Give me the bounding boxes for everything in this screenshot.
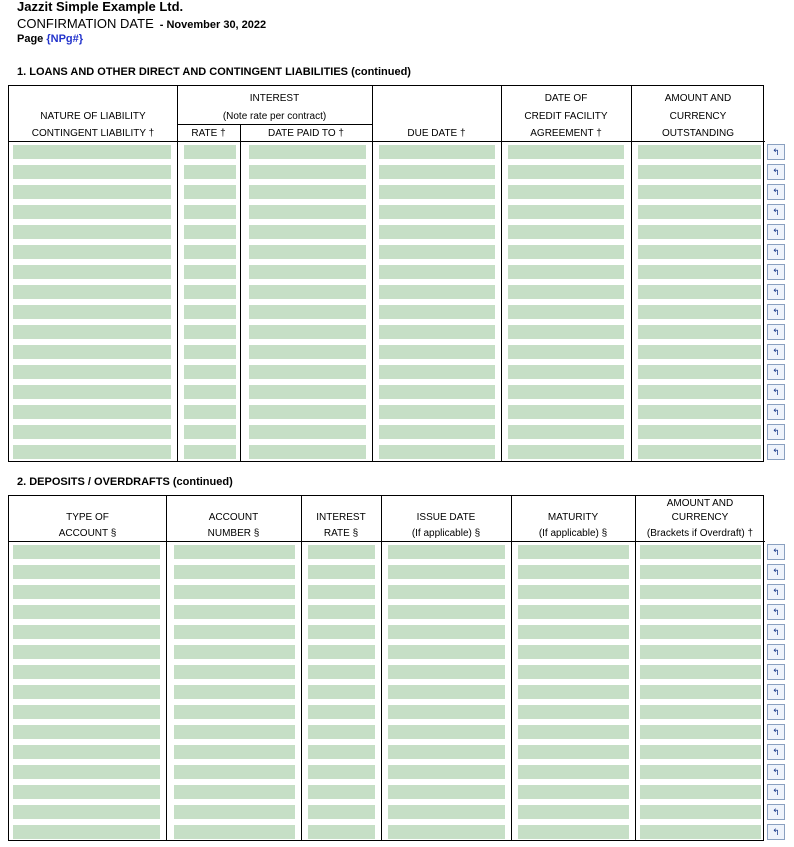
liability-input-cell-credit-date[interactable] [508, 185, 624, 199]
liability-input-cell-amount[interactable] [638, 205, 761, 219]
liability-input-cell-credit-date[interactable] [508, 365, 624, 379]
insert-row-icon[interactable]: ↰ [767, 404, 785, 420]
deposit-input-cell-issue-date[interactable] [388, 685, 505, 699]
deposit-input-cell-amount[interactable] [640, 745, 761, 759]
nature-header-2: CONTINGENT LIABILITY † [31, 128, 155, 139]
deposit-input-cell-issue-date[interactable] [388, 585, 505, 599]
liability-input-cell-amount[interactable] [638, 385, 761, 399]
liability-input-cell-credit-date[interactable] [508, 405, 624, 419]
liability-input-cell-date-paid[interactable] [249, 165, 366, 179]
liability-input-cell-credit-date[interactable] [508, 345, 624, 359]
deposit-input-cell-maturity[interactable] [518, 645, 629, 659]
account-header-1: ACCOUNT [208, 512, 259, 523]
liability-input-cell-rate[interactable] [184, 185, 236, 199]
confirmation-date: - November 30, 2022 [159, 19, 267, 31]
liability-input-cell-due-date[interactable] [379, 385, 495, 399]
column-divider [166, 496, 167, 840]
deposit-input-cell-account[interactable] [174, 545, 295, 559]
liability-input-cell-due-date[interactable] [379, 325, 495, 339]
section1-title: 1. LOANS AND OTHER DIRECT AND CONTINGENT LIABILITIES (continued) [17, 66, 411, 78]
liability-input-cell-nature[interactable] [13, 145, 171, 159]
deposit-input-cell-interest-rate[interactable] [308, 545, 375, 559]
column-divider [631, 86, 632, 461]
deposit-input-cell-type[interactable] [13, 645, 160, 659]
liability-input-cell-credit-date[interactable] [508, 245, 624, 259]
deposit-input-cell-type[interactable] [13, 805, 160, 819]
interest-rate-header-1: INTEREST [316, 512, 366, 523]
liability-input-cell-date-paid[interactable] [249, 145, 366, 159]
liability-input-cell-nature[interactable] [13, 345, 171, 359]
deposit-input-cell-type[interactable] [13, 765, 160, 779]
deposit-input-cell-issue-date[interactable] [388, 545, 505, 559]
liability-input-cell-rate[interactable] [184, 265, 236, 279]
amount-header-1: AMOUNT AND [664, 93, 732, 104]
liability-input-cell-due-date[interactable] [379, 305, 495, 319]
due-date-header: DUE DATE † [407, 128, 466, 139]
confirmation-date-line [17, 16, 266, 31]
liability-input-cell-rate[interactable] [184, 165, 236, 179]
liability-input-cell-due-date[interactable] [379, 145, 495, 159]
deposit-input-cell-account[interactable] [174, 685, 295, 699]
liability-input-cell-credit-date[interactable] [508, 325, 624, 339]
insert-row-icon[interactable]: ↰ [767, 364, 785, 380]
liability-input-cell-credit-date[interactable] [508, 165, 624, 179]
liability-input-cell-date-paid[interactable] [249, 405, 366, 419]
insert-row-icon[interactable]: ↰ [767, 324, 785, 340]
amount-header-2: CURRENCY [669, 111, 727, 122]
deposit-input-cell-amount[interactable] [640, 825, 761, 839]
company-name: Jazzit Simple Example Ltd. [17, 0, 184, 14]
deposit-input-cell-interest-rate[interactable] [308, 625, 375, 639]
insert-row-icon[interactable]: ↰ [767, 804, 785, 820]
insert-row-icon[interactable]: ↰ [767, 424, 785, 440]
liability-input-cell-amount[interactable] [638, 185, 761, 199]
dep-amount-header-3: (Brackets if Overdraft) † [646, 528, 754, 539]
deposit-input-cell-account[interactable] [174, 565, 295, 579]
liability-input-cell-credit-date[interactable] [508, 425, 624, 439]
deposit-input-cell-issue-date[interactable] [388, 665, 505, 679]
liability-input-cell-nature[interactable] [13, 285, 171, 299]
insert-row-icon[interactable]: ↰ [767, 344, 785, 360]
liability-input-cell-amount[interactable] [638, 165, 761, 179]
liability-input-cell-credit-date[interactable] [508, 385, 624, 399]
liability-input-cell-amount[interactable] [638, 405, 761, 419]
deposit-input-cell-account[interactable] [174, 665, 295, 679]
deposit-input-cell-amount[interactable] [640, 625, 761, 639]
issue-date-header-1: ISSUE DATE [416, 512, 476, 523]
liability-input-cell-amount[interactable] [638, 425, 761, 439]
liability-input-cell-amount[interactable] [638, 325, 761, 339]
insert-row-icon[interactable]: ↰ [767, 184, 785, 200]
deposit-input-cell-type[interactable] [13, 725, 160, 739]
deposit-input-cell-type[interactable] [13, 605, 160, 619]
liability-input-cell-credit-date[interactable] [508, 285, 624, 299]
deposit-input-cell-account[interactable] [174, 585, 295, 599]
liability-input-cell-date-paid[interactable] [249, 245, 366, 259]
deposit-input-cell-type[interactable] [13, 585, 160, 599]
liability-input-cell-date-paid[interactable] [249, 445, 366, 459]
liability-input-cell-due-date[interactable] [379, 205, 495, 219]
deposit-input-cell-account[interactable] [174, 725, 295, 739]
column-divider [177, 86, 178, 461]
deposit-input-cell-account[interactable] [174, 805, 295, 819]
column-divider [301, 496, 302, 840]
liability-input-cell-nature[interactable] [13, 385, 171, 399]
nature-header-1: NATURE OF LIABILITY [40, 111, 146, 122]
liability-input-cell-date-paid[interactable] [249, 305, 366, 319]
liability-input-cell-date-paid[interactable] [249, 385, 366, 399]
maturity-header-2: (If applicable) § [538, 528, 608, 539]
deposit-input-cell-type[interactable] [13, 625, 160, 639]
page-label: Page [17, 33, 44, 45]
liability-input-cell-due-date[interactable] [379, 445, 495, 459]
deposit-input-cell-maturity[interactable] [518, 805, 629, 819]
deposit-input-cell-interest-rate[interactable] [308, 825, 375, 839]
column-divider [372, 86, 373, 461]
insert-row-icon[interactable]: ↰ [767, 744, 785, 760]
insert-row-icon[interactable]: ↰ [767, 624, 785, 640]
interest-note: (Note rate per contract) [222, 111, 327, 122]
header-divider [9, 141, 765, 142]
insert-row-icon[interactable]: ↰ [767, 724, 785, 740]
credit-header-2: CREDIT FACILITY [524, 111, 608, 122]
deposit-input-cell-maturity[interactable] [518, 825, 629, 839]
liability-input-cell-amount[interactable] [638, 265, 761, 279]
dep-amount-header-1: AMOUNT AND [666, 498, 734, 509]
amount-header-3: OUTSTANDING [661, 128, 735, 139]
insert-row-icon[interactable]: ↰ [767, 224, 785, 240]
liability-input-cell-nature[interactable] [13, 365, 171, 379]
deposit-input-cell-interest-rate[interactable] [308, 565, 375, 579]
liability-input-cell-nature[interactable] [13, 165, 171, 179]
insert-row-icon[interactable]: ↰ [767, 204, 785, 220]
deposit-input-cell-type[interactable] [13, 745, 160, 759]
liability-input-cell-rate[interactable] [184, 385, 236, 399]
deposit-input-cell-interest-rate[interactable] [308, 605, 375, 619]
deposit-input-cell-account[interactable] [174, 745, 295, 759]
deposits-table [8, 495, 764, 841]
column-divider [381, 496, 382, 840]
deposit-input-cell-interest-rate[interactable] [308, 765, 375, 779]
insert-row-icon[interactable]: ↰ [767, 384, 785, 400]
insert-row-icon[interactable]: ↰ [767, 284, 785, 300]
deposit-input-cell-account[interactable] [174, 785, 295, 799]
insert-row-icon[interactable]: ↰ [767, 704, 785, 720]
liability-input-cell-amount[interactable] [638, 145, 761, 159]
liability-input-cell-due-date[interactable] [379, 185, 495, 199]
deposit-input-cell-account[interactable] [174, 825, 295, 839]
column-divider [240, 124, 241, 461]
deposit-input-cell-account[interactable] [174, 645, 295, 659]
liability-input-cell-due-date[interactable] [379, 285, 495, 299]
insert-row-icon[interactable]: ↰ [767, 144, 785, 160]
deposit-input-cell-maturity[interactable] [518, 545, 629, 559]
page-line [17, 33, 83, 45]
deposit-input-cell-issue-date[interactable] [388, 705, 505, 719]
liability-input-cell-nature[interactable] [13, 225, 171, 239]
insert-row-icon[interactable]: ↰ [767, 584, 785, 600]
deposit-input-cell-type[interactable] [13, 665, 160, 679]
liability-input-cell-credit-date[interactable] [508, 225, 624, 239]
insert-row-icon[interactable]: ↰ [767, 684, 785, 700]
deposit-input-cell-maturity[interactable] [518, 705, 629, 719]
section2-title: 2. DEPOSITS / OVERDRAFTS (continued) [17, 476, 233, 488]
liabilities-table [8, 85, 764, 462]
deposit-input-cell-issue-date[interactable] [388, 805, 505, 819]
insert-row-icon[interactable]: ↰ [767, 784, 785, 800]
liability-input-cell-due-date[interactable] [379, 225, 495, 239]
liability-input-cell-amount[interactable] [638, 225, 761, 239]
column-divider [635, 496, 636, 840]
liability-input-cell-nature[interactable] [13, 325, 171, 339]
deposit-input-cell-maturity[interactable] [518, 745, 629, 759]
insert-row-icon[interactable]: ↰ [767, 664, 785, 680]
liability-input-cell-credit-date[interactable] [508, 145, 624, 159]
confirmation-label: CONFIRMATION DATE [17, 16, 154, 31]
liability-input-cell-nature[interactable] [13, 265, 171, 279]
insert-row-icon[interactable]: ↰ [767, 544, 785, 560]
insert-row-icon[interactable]: ↰ [767, 764, 785, 780]
header-divider [9, 541, 765, 542]
column-divider [511, 496, 512, 840]
liability-input-cell-nature[interactable] [13, 205, 171, 219]
deposit-input-cell-type[interactable] [13, 685, 160, 699]
deposit-input-cell-maturity[interactable] [518, 685, 629, 699]
maturity-header-1: MATURITY [547, 512, 599, 523]
liability-input-cell-nature[interactable] [13, 445, 171, 459]
liability-input-cell-due-date[interactable] [379, 345, 495, 359]
liability-input-cell-rate[interactable] [184, 245, 236, 259]
insert-row-icon[interactable]: ↰ [767, 644, 785, 660]
deposit-input-cell-issue-date[interactable] [388, 565, 505, 579]
deposit-input-cell-amount[interactable] [640, 785, 761, 799]
liability-input-cell-amount[interactable] [638, 285, 761, 299]
deposit-input-cell-interest-rate[interactable] [308, 645, 375, 659]
header-divider [177, 124, 372, 125]
deposit-input-cell-interest-rate[interactable] [308, 585, 375, 599]
liability-input-cell-due-date[interactable] [379, 425, 495, 439]
liability-input-cell-nature[interactable] [13, 305, 171, 319]
credit-header-3: AGREEMENT † [530, 128, 602, 139]
deposit-input-cell-amount[interactable] [640, 725, 761, 739]
deposit-input-cell-amount[interactable] [640, 545, 761, 559]
liability-input-cell-nature[interactable] [13, 185, 171, 199]
liability-input-cell-rate[interactable] [184, 405, 236, 419]
liability-input-cell-date-paid[interactable] [249, 325, 366, 339]
liability-input-cell-rate[interactable] [184, 365, 236, 379]
deposit-input-cell-maturity[interactable] [518, 765, 629, 779]
liability-input-cell-rate[interactable] [184, 445, 236, 459]
liability-input-cell-nature[interactable] [13, 425, 171, 439]
column-divider [501, 86, 502, 461]
type-header-2: ACCOUNT § [58, 528, 117, 539]
liability-input-cell-amount[interactable] [638, 245, 761, 259]
liability-input-cell-credit-date[interactable] [508, 305, 624, 319]
deposit-input-cell-issue-date[interactable] [388, 625, 505, 639]
issue-date-header-2: (If applicable) § [411, 528, 481, 539]
insert-row-icon[interactable]: ↰ [767, 564, 785, 580]
liability-input-cell-amount[interactable] [638, 445, 761, 459]
interest-header: INTEREST [249, 93, 300, 104]
liability-input-cell-amount[interactable] [638, 365, 761, 379]
insert-row-icon[interactable]: ↰ [767, 264, 785, 280]
liability-input-cell-due-date[interactable] [379, 265, 495, 279]
liability-input-cell-due-date[interactable] [379, 165, 495, 179]
liability-input-cell-date-paid[interactable] [249, 425, 366, 439]
liability-input-cell-date-paid[interactable] [249, 365, 366, 379]
deposit-input-cell-amount[interactable] [640, 805, 761, 819]
account-header-2: NUMBER § [207, 528, 260, 539]
deposit-input-cell-issue-date[interactable] [388, 785, 505, 799]
deposit-input-cell-interest-rate[interactable] [308, 725, 375, 739]
liability-input-cell-credit-date[interactable] [508, 265, 624, 279]
deposit-input-cell-interest-rate[interactable] [308, 805, 375, 819]
deposit-input-cell-maturity[interactable] [518, 605, 629, 619]
deposit-input-cell-type[interactable] [13, 705, 160, 719]
type-header-1: TYPE OF [66, 512, 109, 523]
liability-input-cell-rate[interactable] [184, 345, 236, 359]
deposit-input-cell-maturity[interactable] [518, 625, 629, 639]
deposit-input-cell-type[interactable] [13, 825, 160, 839]
liability-input-cell-due-date[interactable] [379, 365, 495, 379]
deposit-input-cell-maturity[interactable] [518, 585, 629, 599]
deposit-input-cell-issue-date[interactable] [388, 765, 505, 779]
liability-input-cell-date-paid[interactable] [249, 285, 366, 299]
deposit-input-cell-amount[interactable] [640, 705, 761, 719]
insert-row-icon[interactable]: ↰ [767, 604, 785, 620]
deposit-input-cell-amount[interactable] [640, 765, 761, 779]
liability-input-cell-date-paid[interactable] [249, 185, 366, 199]
deposit-input-cell-type[interactable] [13, 785, 160, 799]
credit-header-1: DATE OF [544, 93, 588, 104]
liability-input-cell-due-date[interactable] [379, 245, 495, 259]
liability-input-cell-rate[interactable] [184, 145, 236, 159]
date-paid-header: DATE PAID TO † [268, 128, 344, 139]
deposit-input-cell-type[interactable] [13, 565, 160, 579]
liability-input-cell-date-paid[interactable] [249, 265, 366, 279]
deposit-input-cell-account[interactable] [174, 705, 295, 719]
insert-row-icon[interactable]: ↰ [767, 164, 785, 180]
deposit-input-cell-amount[interactable] [640, 565, 761, 579]
deposit-input-cell-interest-rate[interactable] [308, 665, 375, 679]
page-number-token: {NPg#} [46, 33, 84, 45]
deposit-input-cell-amount[interactable] [640, 665, 761, 679]
deposit-input-cell-issue-date[interactable] [388, 745, 505, 759]
deposit-input-cell-amount[interactable] [640, 645, 761, 659]
liability-input-cell-due-date[interactable] [379, 405, 495, 419]
deposit-input-cell-issue-date[interactable] [388, 605, 505, 619]
liability-input-cell-nature[interactable] [13, 405, 171, 419]
deposit-input-cell-amount[interactable] [640, 585, 761, 599]
liability-input-cell-credit-date[interactable] [508, 445, 624, 459]
deposit-input-cell-account[interactable] [174, 605, 295, 619]
liability-input-cell-date-paid[interactable] [249, 225, 366, 239]
rate-header: RATE † [191, 128, 226, 139]
insert-row-icon[interactable]: ↰ [767, 444, 785, 460]
liability-input-cell-rate[interactable] [184, 425, 236, 439]
deposit-input-cell-interest-rate[interactable] [308, 785, 375, 799]
dep-amount-header-2: CURRENCY [671, 512, 729, 523]
interest-rate-header-2: RATE § [323, 528, 359, 539]
liability-input-cell-amount[interactable] [638, 305, 761, 319]
liability-input-cell-rate[interactable] [184, 305, 236, 319]
liability-input-cell-rate[interactable] [184, 205, 236, 219]
liability-input-cell-nature[interactable] [13, 245, 171, 259]
deposit-input-cell-issue-date[interactable] [388, 725, 505, 739]
liability-input-cell-credit-date[interactable] [508, 205, 624, 219]
insert-row-icon[interactable]: ↰ [767, 304, 785, 320]
deposit-input-cell-account[interactable] [174, 625, 295, 639]
deposit-input-cell-account[interactable] [174, 765, 295, 779]
deposit-input-cell-maturity[interactable] [518, 665, 629, 679]
deposit-input-cell-type[interactable] [13, 545, 160, 559]
deposit-input-cell-interest-rate[interactable] [308, 685, 375, 699]
deposit-input-cell-interest-rate[interactable] [308, 745, 375, 759]
liability-input-cell-rate[interactable] [184, 225, 236, 239]
deposit-input-cell-amount[interactable] [640, 605, 761, 619]
deposit-input-cell-maturity[interactable] [518, 565, 629, 579]
deposit-input-cell-issue-date[interactable] [388, 825, 505, 839]
liability-input-cell-amount[interactable] [638, 345, 761, 359]
liability-input-cell-date-paid[interactable] [249, 345, 366, 359]
liability-input-cell-date-paid[interactable] [249, 205, 366, 219]
liability-input-cell-rate[interactable] [184, 325, 236, 339]
liability-input-cell-rate[interactable] [184, 285, 236, 299]
deposit-input-cell-maturity[interactable] [518, 785, 629, 799]
deposit-input-cell-interest-rate[interactable] [308, 705, 375, 719]
deposit-input-cell-issue-date[interactable] [388, 645, 505, 659]
insert-row-icon[interactable]: ↰ [767, 824, 785, 840]
deposit-input-cell-amount[interactable] [640, 685, 761, 699]
insert-row-icon[interactable]: ↰ [767, 244, 785, 260]
deposit-input-cell-maturity[interactable] [518, 725, 629, 739]
